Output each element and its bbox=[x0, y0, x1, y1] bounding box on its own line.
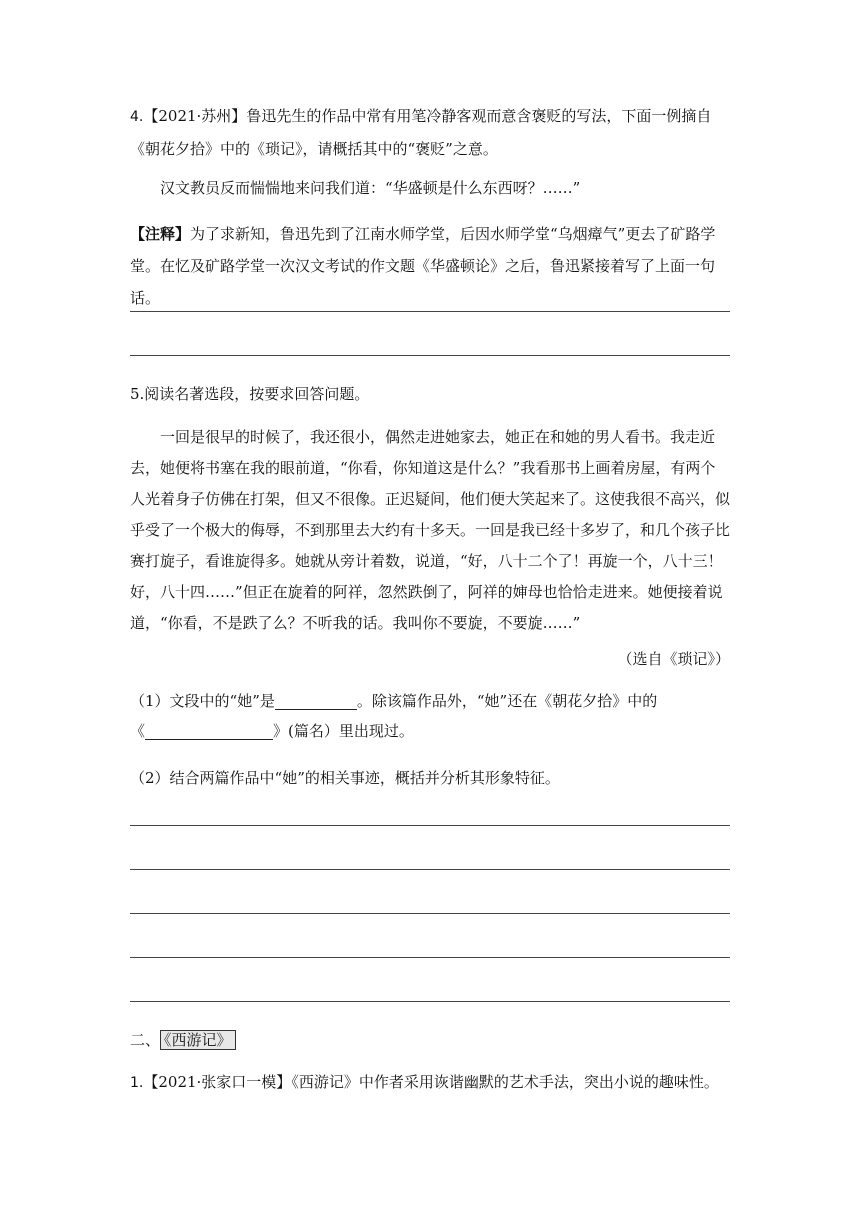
q4-note-text: 为了求新知，鲁迅先到了江南水师学堂，后因水师学堂“乌烟瘴气”更去了矿路学堂。在忆及矿路学堂一次汉文考试的作文题《华盛顿论》之后，鲁迅紧接着写了上面一句话。 bbox=[130, 225, 716, 307]
q5-title: 5.阅读名著选段，按要求回答问题。 bbox=[130, 385, 370, 403]
q4-number: 4. bbox=[130, 109, 144, 125]
q5-answer-line-3[interactable] bbox=[130, 913, 730, 914]
q5-passage: 一回是很早的时候了，我还很小，偶然走进她家去，她正在和她的男人看书。我走近去，她便将书塞在我的眼前道，“你看，你知道这是什么？”我看那书上画着房屋，有两个人光着身子仿佛在打架，但又不很像。正迟疑间，他们便大笑起来了。这使我很不高兴，似乎受了一个极大的侮辱，不到那里去大约有十多天。一回是我已经十多岁了，和几个孩子比赛打旋子，看谁旋得多。她就从旁计着数，说道，“好，八十二个了！再旋一个，八十三！好，八十四……”但正在旋着的阿祥，忽然跌倒了，阿祥的婶母也恰恰走进来。她便接着说道，“你看，不是跌了么？不听我的话。我叫你不要旋，不要旋……” bbox=[130, 428, 731, 632]
q4-prompt-text: 鲁迅先生的作品中常有用笔冷静客观而意含褒贬的写法，下面一例摘自《朝花夕拾》中的《琐记》，请概括其中的“褒贬”之意。 bbox=[130, 107, 712, 158]
section2-prefix: 二、 bbox=[130, 1031, 161, 1049]
q5-sub1-part1: （1）文段中的“她”是 bbox=[130, 692, 275, 710]
q5-answer-line-1[interactable] bbox=[130, 825, 730, 826]
q4-source: 【2021·苏州】 bbox=[143, 107, 247, 125]
q5-sub1 bbox=[130, 686, 730, 746]
section2-title: 《西游记》 bbox=[160, 1030, 236, 1050]
q5-sub2: （2）结合两篇作品中“她”的相关事迹，概括并分析其形象特征。 bbox=[130, 769, 560, 787]
q5-sub1-blank-1[interactable] bbox=[275, 691, 357, 710]
q4-note bbox=[130, 218, 730, 314]
q4-prompt bbox=[130, 100, 730, 165]
q4-note-label: 【注释】 bbox=[130, 225, 191, 243]
q5-answer-line-2[interactable] bbox=[130, 869, 730, 870]
q5-sub1-part2: 。除该篇作品外，“她”还在《朝花夕拾》中的 bbox=[356, 692, 658, 710]
q4-answer-line-1[interactable] bbox=[130, 311, 730, 312]
q5-answer-line-4[interactable] bbox=[130, 957, 730, 958]
s2-q1-text: 《西游记》中作者采用诙谐幽默的艺术手法，突出小说的趣味性。 bbox=[291, 1073, 719, 1091]
q5-sub1-part3: 《 bbox=[130, 722, 146, 740]
q5-citation: （选自《琐记》） bbox=[617, 650, 730, 668]
section2-heading bbox=[130, 1024, 730, 1056]
q5-sub1-blank-2[interactable] bbox=[145, 721, 273, 740]
q4-answer-line-2[interactable] bbox=[130, 355, 730, 356]
q5-answer-line-5[interactable] bbox=[130, 1001, 730, 1002]
q4-quote: 汉文教员反而惴惴地来问我们道：“华盛顿是什么东西呀？……” bbox=[160, 179, 581, 197]
q5-sub1-part4: 》(篇名）里出现过。 bbox=[273, 722, 414, 740]
s2-q1-prompt bbox=[130, 1066, 730, 1099]
s2-q1-source: 【2021·张家口一模】 bbox=[143, 1073, 292, 1091]
s2-q1-number: 1. bbox=[130, 1075, 144, 1091]
